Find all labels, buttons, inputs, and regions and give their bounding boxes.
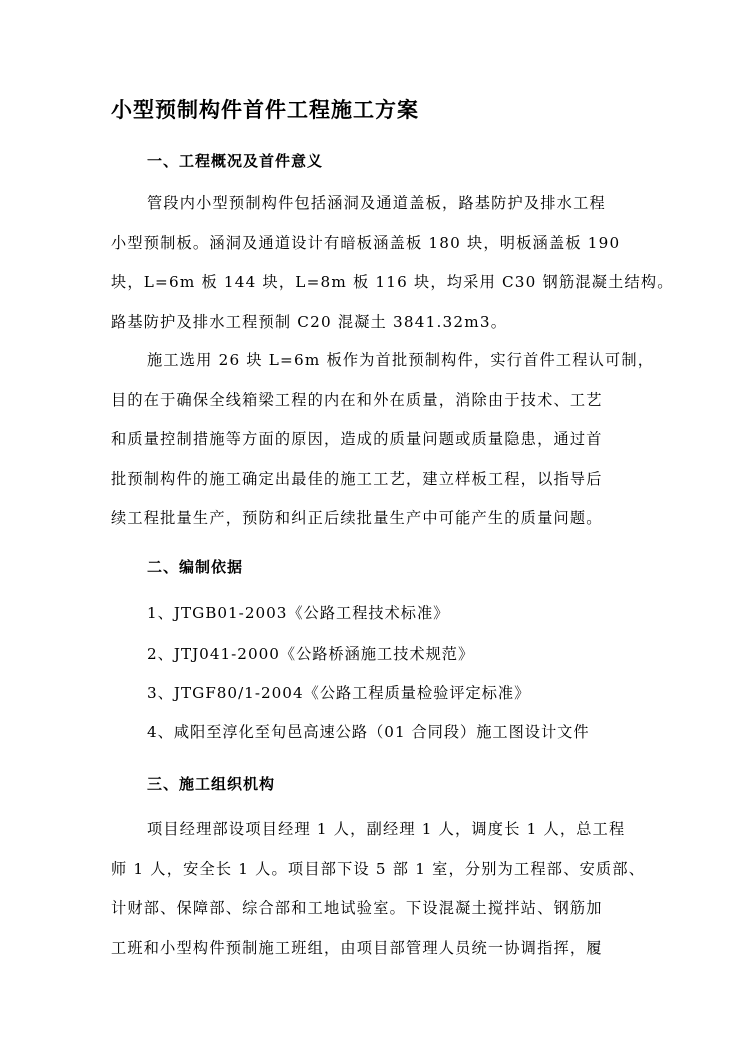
text-line: 目的在于确保全线箱梁工程的内在和外在质量，消除由于技术、工艺 <box>111 390 603 409</box>
section-3-heading: 三、施工组织机构 <box>147 775 276 793</box>
section-2-heading: 二、编制依据 <box>147 558 244 576</box>
section-1-heading: 一、工程概况及首件意义 <box>147 152 324 170</box>
document-title: 小型预制构件首件工程施工方案 <box>111 97 419 122</box>
reference-item: 3、JTGF80/1-2004《公路工程质量检验评定标准》 <box>147 684 531 702</box>
text-line: 续工程批量生产，预防和纠正后续批量生产中可能产生的质量问题。 <box>111 509 603 528</box>
section-1-paragraph-1 <box>111 184 674 342</box>
reference-item: 4、咸阳至淳化至旬邑高速公路（01 合同段）施工图设计文件 <box>147 723 590 741</box>
text-line: 和质量控制措施等方面的原因，造成的质量问题或质量隐患，通过首 <box>111 430 603 449</box>
reference-item: 2、JTJ041-2000《公路桥涵施工技术规范》 <box>147 645 475 663</box>
reference-item: 1、JTGB01-2003《公路工程技术标准》 <box>147 604 450 622</box>
section-3-paragraph-1 <box>111 810 646 968</box>
text-line: 师 1 人，安全长 1 人。项目部下设 5 部 1 室，分别为工程部、安质部、 <box>111 859 646 878</box>
text-line: 计财部、保障部、综合部和工地试验室。下设混凝土搅拌站、钢筋加 <box>111 899 603 918</box>
text-line: 块，L=6m 板 144 块，L=8m 板 116 块，均采用 C30 钢筋混凝土结构。 <box>111 273 674 292</box>
text-line: 小型预制板。涵洞及通道设计有暗板涵盖板 180 块，明板涵盖板 190 <box>111 233 621 252</box>
text-line: 路基防护及排水工程预制 C20 混凝土 3841.32m3。 <box>111 312 508 331</box>
text-line: 批预制构件的施工确定出最佳的施工工艺，建立样板工程，以指导后 <box>111 469 603 488</box>
section-1-paragraph-2 <box>111 341 655 539</box>
text-line: 施工选用 26 块 L=6m 板作为首批预制构件，实行首件工程认可制， <box>147 351 655 369</box>
text-line: 项目经理部设项目经理 1 人，副经理 1 人，调度长 1 人，总工程 <box>147 820 626 838</box>
text-line: 工班和小型构件预制施工班组，由项目部管理人员统一协调指挥，履 <box>111 938 603 957</box>
text-line: 管段内小型预制构件包括涵洞及通道盖板，路基防护及排水工程 <box>147 194 606 212</box>
